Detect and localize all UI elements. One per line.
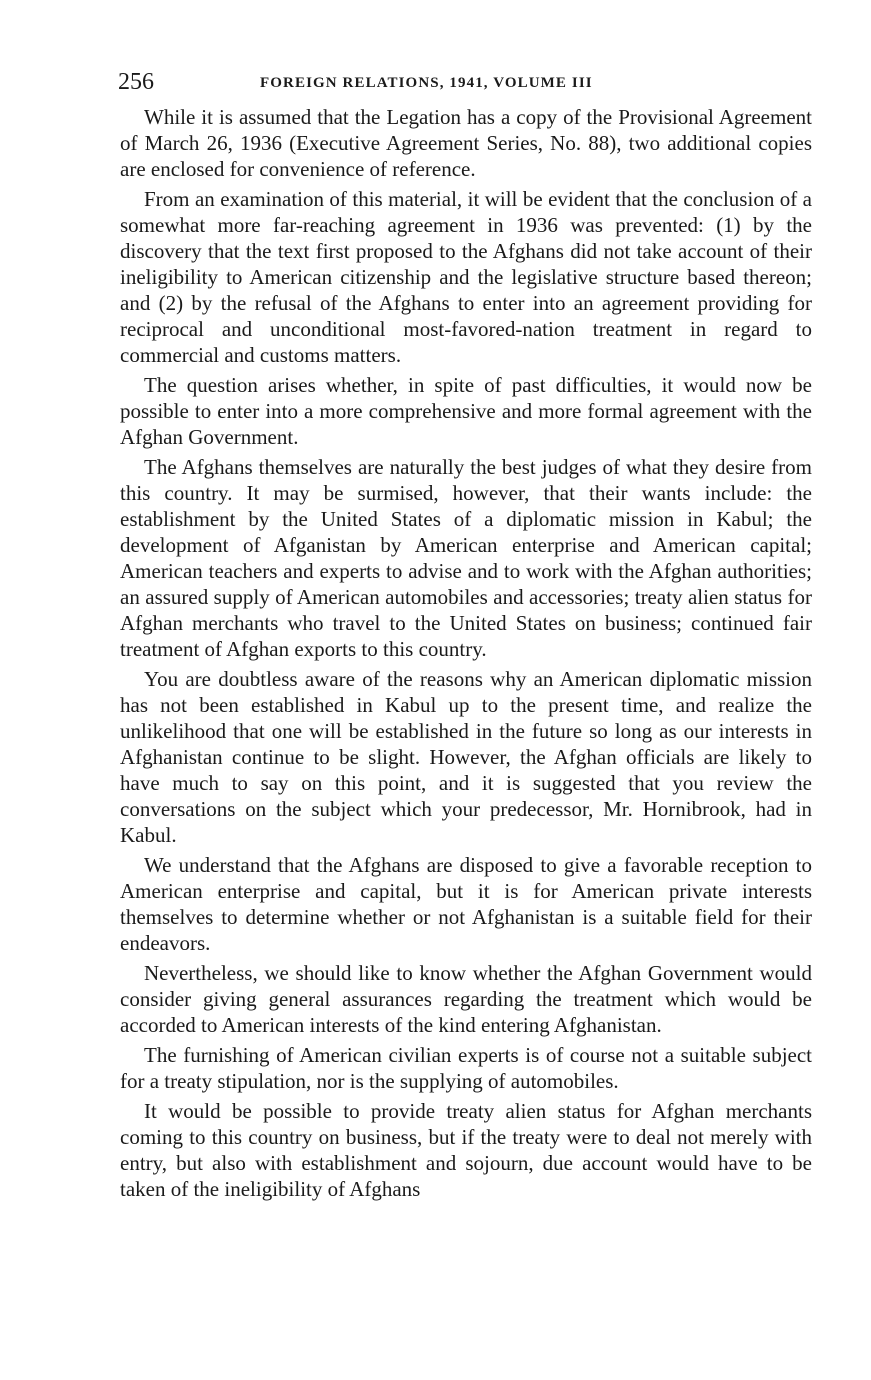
paragraph: From an examination of this material, it will be evident that the conclusion of a somewhat more far-reaching agreement in 1936 was prevented: (1) by the discovery that the text first proposed to the Afghans did not take account of their ineligibility to American citizenship and the legislative structure based thereon; and (2) by the refusal of the Afghans to enter into an agreement providing for reciprocal and unconditional most-favored-nation treatment in regard to commercial and customs matters. [120,187,812,367]
page-number: 256 [118,69,154,95]
paragraph: We understand that the Afghans are disposed to give a favorable reception to American enterprise and capital, but it is for American private interests themselves to determine whether or not Afghanistan is a suitable field for their endeavors. [120,853,812,955]
paragraph: Nevertheless, we should like to know whether the Afghan Government would consider giving general assurances regarding the treatment which would be accorded to American interests of the kind entering Afghanistan. [120,961,812,1037]
paragraph: The question arises whether, in spite of past difficulties, it would now be possible to enter into a more comprehensive and more formal agreement with the Afghan Government. [120,373,812,449]
running-head: FOREIGN RELATIONS, 1941, VOLUME III [260,75,593,91]
body-text [120,104,812,1202]
paragraph: While it is assumed that the Legation has a copy of the Provisional Agreement of March 26, 1936 (Executive Agreement Series, No. 88), two additional copies are enclosed for convenience of reference. [120,105,812,181]
paragraph: The Afghans themselves are naturally the best judges of what they desire from this country. It may be surmised, however, that their wants include: the establishment by the United States of a diplomatic mission in Kabul; the development of Afganistan by American enterprise and American capital; American teachers and experts to advise and to work with the Afghan authorities; an assured supply of American automobiles and accessories; treaty alien status for Afghan merchants who travel to the United States on business; continued fair treatment of Afghan exports to this country. [120,455,812,661]
paragraph: It would be possible to provide treaty alien status for Afghan merchants coming to this country on business, but if the treaty were to deal not merely with entry, but also with establishment and sojourn, due account would have to be taken of the ineligibility of Afghans [120,1099,812,1201]
paragraph: You are doubtless aware of the reasons why an American diplomatic mission has not been established in Kabul up to the present time, and realize the unlikelihood that one will be established in the future so long as our interests in Afghanistan continue to be slight. However, the Afghan officials are likely to have much to say on this point, and it is suggested that you review the conversations on the subject which your predecessor, Mr. Hornibrook, had in Kabul. [120,667,812,847]
page-header [120,58,812,100]
paragraph: The furnishing of American civilian experts is of course not a suitable subject for a treaty stipulation, nor is the supplying of automobiles. [120,1043,812,1093]
document-page [120,58,812,1206]
